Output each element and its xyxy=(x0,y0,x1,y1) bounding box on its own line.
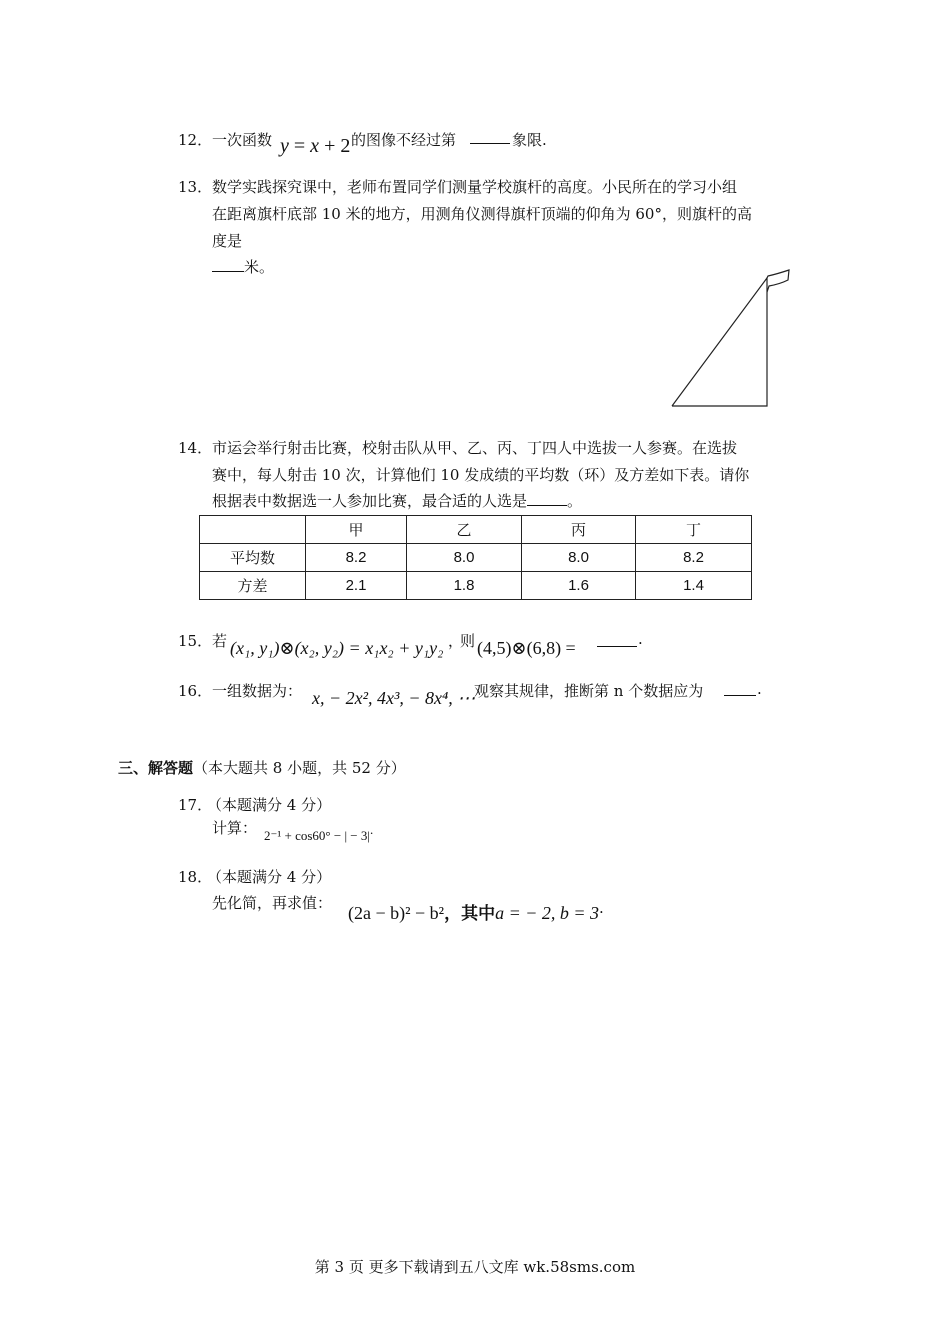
q15-end: . xyxy=(638,630,643,648)
section-3-heading xyxy=(118,757,406,778)
table-header-cell: 乙 xyxy=(407,516,522,544)
q13-line3: 度是 xyxy=(212,232,243,250)
q16-suffix: 观察其规律，推断第 n 个数据应为 xyxy=(474,682,704,700)
q16 xyxy=(178,680,798,714)
q15-prefix: 若 xyxy=(212,632,228,650)
page-footer: 第 3 页 更多下载请到五八文库 wk.58sms.com xyxy=(314,1258,636,1276)
q15-comma: ， xyxy=(448,632,464,650)
table-header-row xyxy=(200,516,752,544)
table-cell: 1.4 xyxy=(636,572,752,600)
q18-number: 18． xyxy=(178,868,213,886)
q18-expression: (2a − b)² − b² xyxy=(348,903,445,923)
q15-definition: (x₁, y₁)⊗(x₂, y₂) = x₁x₂ + y₁y₂ xyxy=(230,638,444,658)
q17-number: 17． xyxy=(178,796,213,814)
q13-number: 13． xyxy=(178,178,213,196)
table-header-cell: 丁 xyxy=(636,516,752,544)
q15-question: (4,5)⊗(6,8) = xyxy=(477,638,576,658)
q18-instruction: 先化简，再求值： xyxy=(212,894,333,912)
q13-answer-blank xyxy=(212,257,244,272)
flagpole-diagram xyxy=(665,268,800,413)
q16-end: . xyxy=(757,680,762,698)
q13-line2: 在距离旗杆底部 10 米的地方，用测角仪测得旗杆顶端的仰角为 60°，则旗杆的高 xyxy=(212,205,752,223)
q12-number: 12． xyxy=(178,131,213,149)
flag-shape xyxy=(767,270,789,292)
q13-line4 xyxy=(212,256,274,277)
q12-formula: y = x + 2 xyxy=(280,135,351,157)
q13-line4-end: 米。 xyxy=(244,258,275,276)
q13-line1: 数学实践探究课中，老师布置同学们测量学校旗杆的高度。小民所在的学习小组 xyxy=(212,178,738,196)
q12-text-after: 的图像不经过第 xyxy=(351,131,457,149)
table-header-cell: 丙 xyxy=(522,516,636,544)
table-header-cell: 甲 xyxy=(306,516,407,544)
q14-line3: 根据表中数据选一人参加比赛，最合适的人选是 。 xyxy=(212,492,583,510)
q14-number: 14． xyxy=(178,439,213,457)
table-cell: 8.2 xyxy=(636,544,752,572)
q14-line2: 赛中，每人射击 10 次，计算他们 10 发成绩的平均数（环）及方差如下表。请你 xyxy=(212,466,750,484)
q12-text-end: 象限. xyxy=(512,131,547,149)
q12-text-before: 一次函数 xyxy=(212,131,273,149)
section-3-note: （本大题共 8 小题，共 52 分） xyxy=(193,759,406,777)
q17-expression: 2⁻¹ + cos60° − | − 3|. xyxy=(264,822,374,843)
q14-answer-blank xyxy=(527,491,567,506)
table-row xyxy=(200,572,752,600)
table-cell: 2.1 xyxy=(306,572,407,600)
table-cell: 8.2 xyxy=(306,544,407,572)
q12-answer-blank xyxy=(470,129,510,144)
q16-sequence: x, − 2x², 4x³, − 8x⁴, ⋯ xyxy=(312,688,476,708)
table-row xyxy=(200,544,752,572)
q15 xyxy=(178,630,778,664)
q14-line1: 市运会举行射击比赛，校射击队从甲、乙、丙、丁四人中选拔一人参赛。在选拔 xyxy=(212,439,738,457)
q18-where: ，其中 xyxy=(444,904,496,924)
q15-answer-blank xyxy=(597,646,637,647)
q17-score: （本题满分 4 分） xyxy=(207,796,332,814)
q18-expression-line xyxy=(348,899,604,924)
table-cell: 8.0 xyxy=(522,544,636,572)
scores-table xyxy=(199,515,752,600)
row-label: 平均数 xyxy=(200,544,306,572)
q17-instruction: 计算： xyxy=(212,819,258,837)
q18-values: a = − 2, b = 3 xyxy=(495,903,600,923)
table-cell: 1.8 xyxy=(407,572,522,600)
q18-end: . xyxy=(599,899,604,917)
q18-score: （本题满分 4 分） xyxy=(207,868,332,886)
q15-number: 15． xyxy=(178,632,213,650)
q16-answer-blank xyxy=(724,681,756,696)
table-cell: 8.0 xyxy=(407,544,522,572)
table-cell: 1.6 xyxy=(522,572,636,600)
table-header-cell xyxy=(200,516,306,544)
section-3-title: 三、解答题 xyxy=(118,759,194,777)
q16-number: 16． xyxy=(178,682,213,700)
q15-then: 则 xyxy=(460,632,476,650)
flagpole-triangle xyxy=(672,278,767,406)
q16-prefix: 一组数据为： xyxy=(212,682,303,700)
row-label: 方差 xyxy=(200,572,306,600)
